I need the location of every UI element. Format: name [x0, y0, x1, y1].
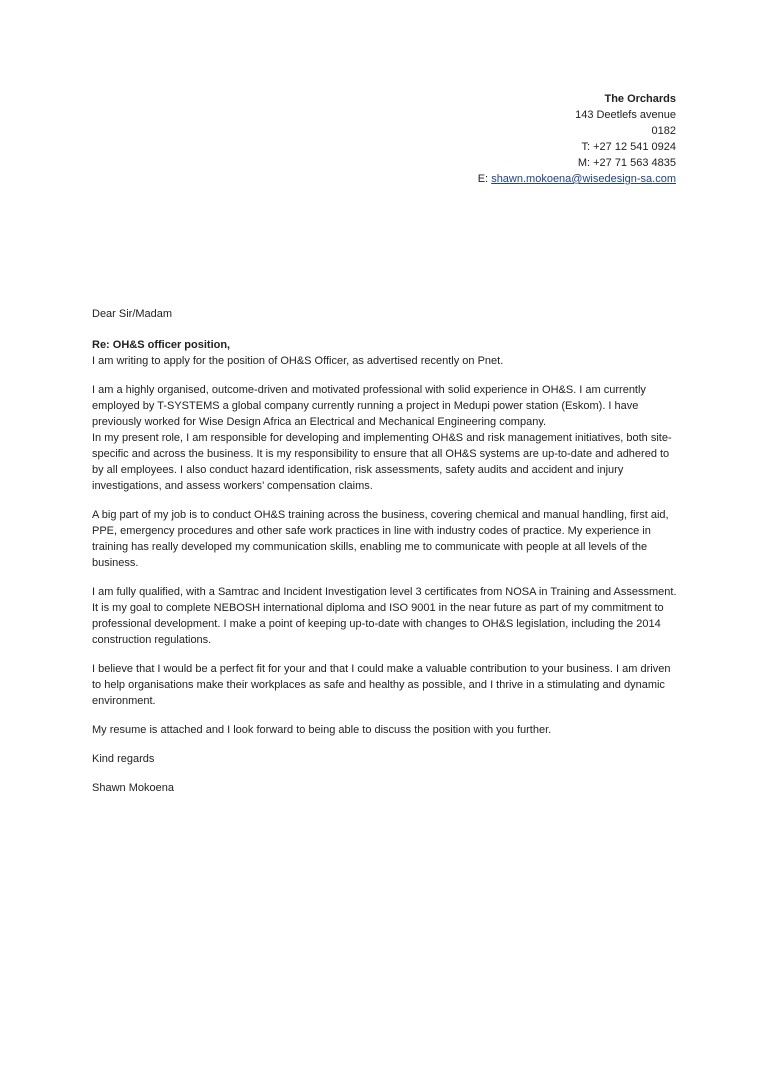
sender-address-block: [478, 91, 676, 187]
closing: Kind regards: [92, 753, 155, 765]
letter-body: [92, 306, 682, 796]
sender-email-line: [478, 171, 676, 187]
sender-telephone: T: +27 12 541 0924: [581, 141, 676, 153]
paragraph-resume: My resume is attached and I look forward to being able to discuss the position with you further.: [92, 724, 552, 736]
sender-name-line: The Orchards: [604, 93, 676, 105]
sender-street: 143 Deetlefs avenue: [575, 109, 676, 121]
paragraph-experience: I am a highly organised, outcome-driven and motivated professional with solid experience in OH&S. I am currently employed by T-SYSTEMS a global company currently running a project in Medupi power station (Eskom). I have previously worked for Wise Design Africa an Electrical and Mechanical Engineering company.: [92, 384, 646, 428]
paragraph-present-role: In my present role, I am responsible for developing and implementing OH&S and risk management initiatives, both site-specific and across the business. It is my responsibility to ensure that all OH&S systems are up-to-date and adhered to by all employees. I also conduct hazard identification, risk assessments, safety audits and accident and injury investigations, and assess workers’ compensation claims.: [92, 432, 672, 492]
paragraph-fit: I believe that I would be a perfect fit for your and that I could make a valuable contribution to your business. I am driven to help organisations make their workplaces as safe and healthy as possible, and I thrive in a stimulating and dynamic environment.: [92, 663, 671, 707]
paragraph-qualifications: I am fully qualified, with a Samtrac and Incident Investigation level 3 certificates from NOSA in Training and Assessment. It is my goal to complete NEBOSH international diploma and ISO 9001 in the near future as part of my commitment to professional development. I make a point of keeping up-to-date with changes to OH&S legislation, including the 2014 construction regulations.: [92, 586, 677, 646]
sender-mobile: M: +27 71 563 4835: [577, 157, 676, 169]
sender-postal-code: 0182: [651, 125, 676, 137]
paragraph-training: A big part of my job is to conduct OH&S training across the business, covering chemical and manual handling, first aid, PPE, emergency procedures and other safe work practices in line with industry codes of practice. My experience in training has really developed my communication skills, enabling me to communicate with people at all levels of the business.: [92, 509, 669, 569]
sender-email-link[interactable]: shawn.mokoena@wisedesign-sa.com: [491, 173, 676, 185]
signature-name: Shawn Mokoena: [92, 782, 174, 794]
opening-paragraph: I am writing to apply for the position of OH&S Officer, as advertised recently on Pnet.: [92, 355, 504, 367]
sender-email-prefix: E:: [477, 173, 489, 185]
salutation: Dear Sir/Madam: [92, 308, 173, 320]
subject-line: Re: OH&S officer position,: [92, 339, 231, 351]
